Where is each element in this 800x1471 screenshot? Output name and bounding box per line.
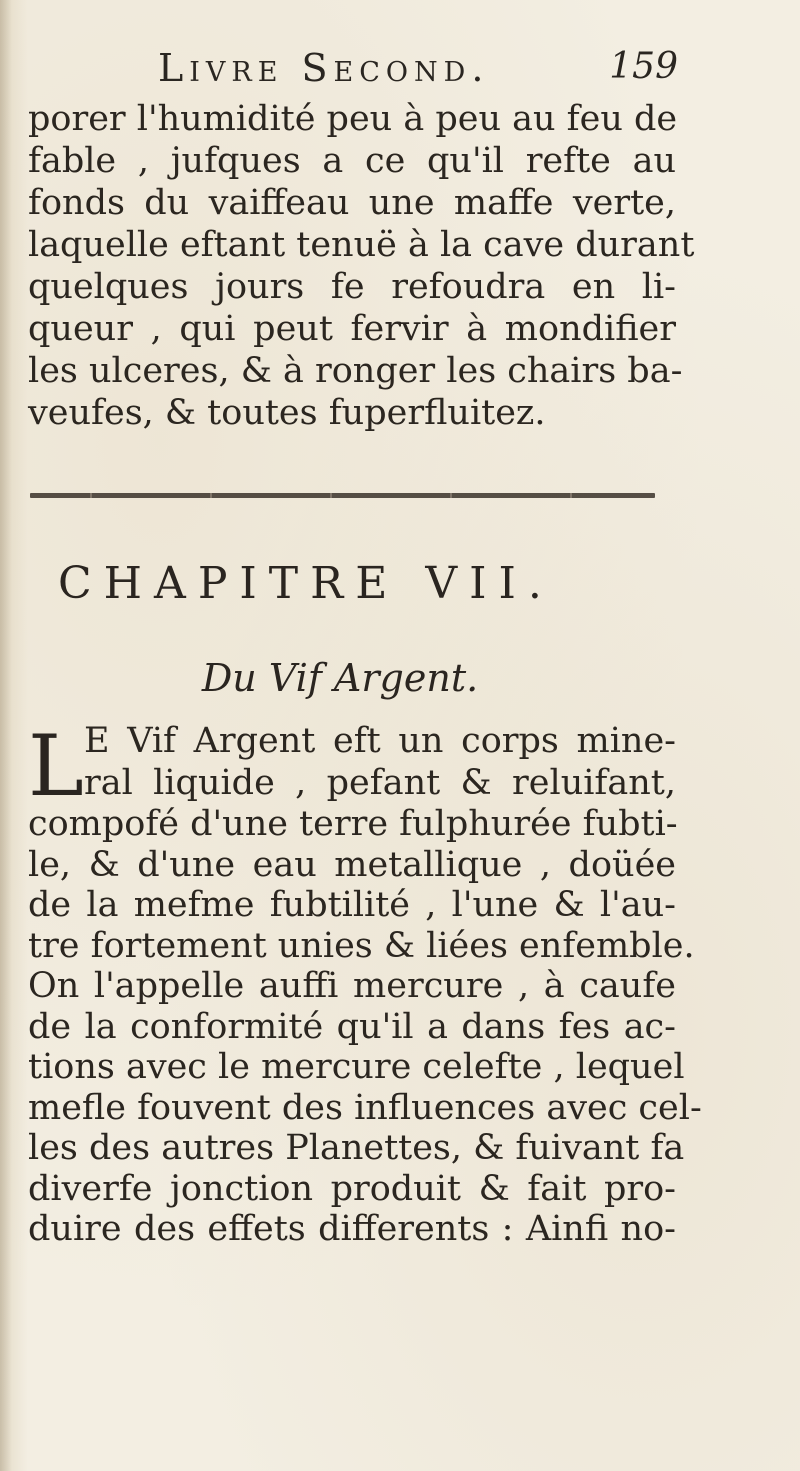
- gutter-shadow: [0, 0, 12, 1471]
- text-line: diverfe jonction produit & fait pro-: [28, 1168, 676, 1209]
- running-head-title: Livre Second.: [158, 46, 490, 90]
- text-line: de la conformité qu'il a dans fes ac-: [28, 1006, 676, 1047]
- text-line: fable , jufques a ce qu'il refte au: [28, 141, 676, 181]
- text-line: ral liquide , pefant & reluifant,: [84, 763, 676, 803]
- chapter-subtitle: Du Vif Argent.: [201, 656, 479, 700]
- text-line: mefle fouvent des influences avec cel-: [28, 1087, 702, 1128]
- text-line: tre fortement unies & liées enfemble.: [28, 925, 695, 966]
- section-divider-rule: [30, 493, 655, 498]
- chapter-title: CHAPITRE VII.: [58, 558, 554, 609]
- page-number: 159: [609, 46, 678, 87]
- text-line: tions avec le mercure celefte , lequel: [28, 1047, 685, 1087]
- text-line: compofé d'une terre fulphurée fubti-: [28, 804, 678, 844]
- dropcap-lines: [28, 717, 676, 815]
- text-line: le, & d'une eau metallique , doüée: [28, 844, 676, 885]
- text-line: fonds du vaiffeau une maffe verte,: [28, 183, 676, 223]
- dropcap-letter: L: [28, 717, 84, 815]
- running-head: [148, 46, 678, 96]
- text-line: laquelle eftant tenuë à la cave durant: [28, 225, 695, 265]
- continued-paragraph: [28, 98, 695, 434]
- text-line: les ulceres, & à ronger les chairs ba-: [28, 351, 683, 391]
- chapter-body: [28, 717, 702, 1250]
- text-line: porer l'humidité peu à peu au feu de: [28, 99, 678, 139]
- text-line: veufes, & toutes fuperfluitez.: [28, 393, 546, 433]
- text-line: duire des effets differents : Ainfi no-: [28, 1209, 676, 1249]
- text-line: de la mefme fubtilité , l'une & l'au-: [28, 885, 676, 925]
- text-line: quelques jours fe refoudra en li-: [28, 267, 676, 307]
- text-line: On l'appelle auffi mercure , à caufe: [28, 966, 676, 1006]
- text-line: les des autres Planettes, & fuivant fa: [28, 1128, 685, 1168]
- text-line: queur , qui peut fervir à mondifier: [28, 309, 676, 349]
- text-line: E Vif Argent eft un corps mine-: [84, 721, 676, 761]
